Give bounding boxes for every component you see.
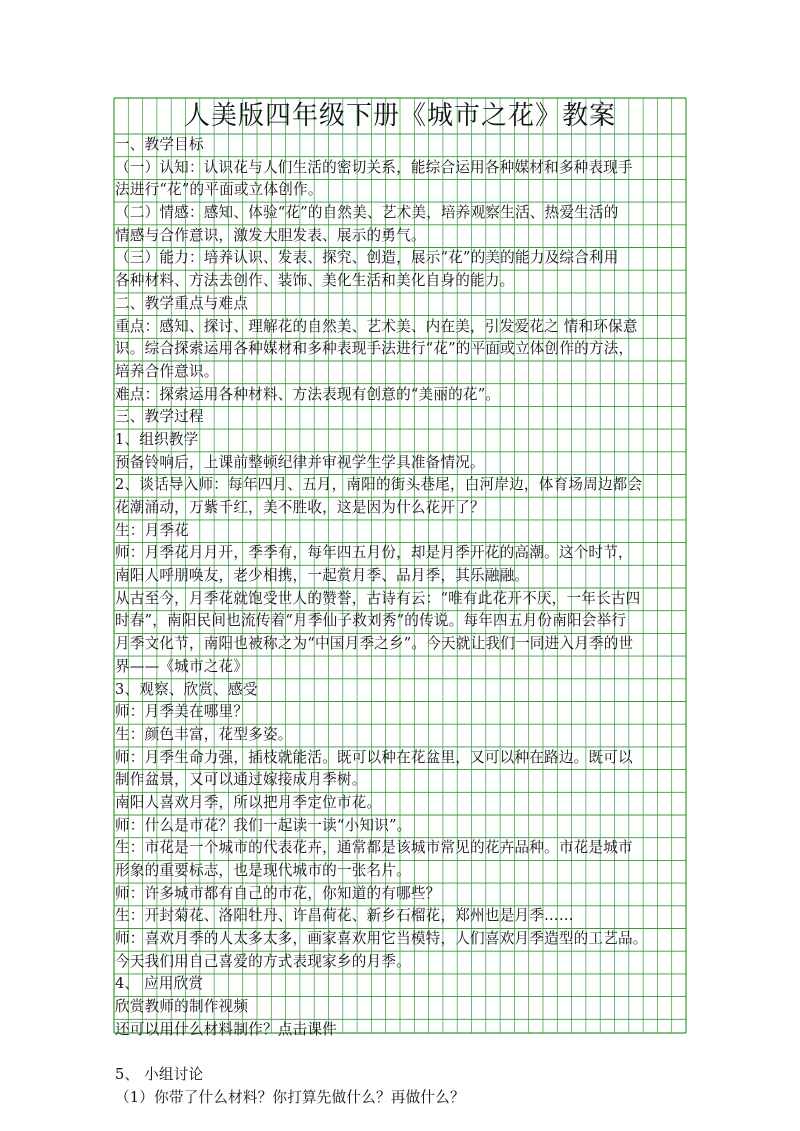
text-line: 制作盆景，又可以通过嫁接成月季树。 [115,771,367,789]
text-line: 时春”，南阳民间也流传着“月季仙子救刘秀”的传说。每年四五月份南阳会举行 [115,612,627,630]
text-line: 师：什么是市花？我们一起读一读“小知识”。 [115,816,412,834]
text-line: 一、教学目标 [115,136,204,153]
text-line: 生：颜色丰富，花型多姿。 [115,725,293,743]
text-line: 预备铃响后，上课前整顿纪律并审视学生学具准备情况。 [115,453,485,471]
text-line: 界——《城市之花》 [115,657,249,675]
text-line: （二）情感：感知、体验“花”的自然美、艺术美，培养观察生活、热爱生活的 [115,204,619,222]
text-line: 师：月季花月月开，季季有，每年四五月份，却是月季开花的高潮。这个时节， [115,544,633,562]
text-line: 月季文化节，南阳也被称之为“中国月季之乡”。今天就让我们一同进入月季的世 [115,635,634,653]
text-line: 师：许多城市都有自己的市花，你知道的有哪些？ [115,884,441,902]
text-line: 三、教学过程 [115,408,204,426]
text-line: 还可以用什么材料制作？点击课件 [115,1020,337,1038]
text-line: 生：开封菊花、洛阳牡丹、许昌荷花、新乡石榴花，郑州也是月季…… [115,907,574,925]
text-line: 培养合作意识。 [115,362,219,380]
page-title: 人美版四年级下册《城市之花》教案 [183,101,616,131]
text-line: 欣赏教师的制作视频 [115,998,249,1016]
text-line: 法进行“花”的平面或立体创作。 [115,181,323,199]
text-line: 花潮涌动，万紫千红，美不胜收，这是因为什么花开了？ [115,499,485,516]
text-line: 师：月季生命力强，插枝就能活。既可以种在花盆里，又可以种在路边。既可以 [115,748,633,766]
text-line: （三）能力：培养认识、发表、探究、创造，展示“花”的美的能力及综合利用 [115,249,619,267]
text-line: 南阳人喜欢月季，所以把月季定位市花。 [115,793,382,811]
text-line: 难点：探索运用各种材料、方法表现有创意的“美丽的花”。 [115,385,501,403]
text-line: 3、观察、欣赏、感受 [115,680,258,698]
text-line: 南阳人呼朋唤友，老少相携，一起赏月季、品月季，其乐融融。 [115,567,530,585]
text-line: 4、 应用欣赏 [115,975,204,993]
text-line: 1、组织教学 [115,430,199,448]
text-line: 重点：感知、探讨、理解花的自然美、艺术美、内在美，引发爱花之 情和环保意 [115,317,638,335]
document-body [115,134,686,1110]
text-line [115,1042,686,1065]
text-line: 生：月季花 [115,521,189,539]
text-line: 今天我们用自己喜爱的方式表现家乡的月季。 [115,952,411,970]
text-line: 2、谈话导入师：每年四月、五月，南阳的街头巷尾，白河岸边，体育场周边都会 [115,476,643,494]
text-line: 识。综合探索运用各种媒材和多种表现手法进行“花”的平面或立体创作的方法， [115,340,634,358]
text-line: 情感与合作意识，激发大胆发表、展示的勇气。 [115,226,426,244]
text-line: 师：月季美在哪里？ [115,703,249,721]
text-line: 5、 小组讨论 [115,1066,204,1084]
text-line: 生：市花是一个城市的代表花卉，通常都是该城市常见的花卉品种。市花是城市 [115,839,633,857]
text-line: 二、教学重点与难点 [115,294,249,312]
text-line: 师：喜欢月季的人太多太多，画家喜欢用它当模特，人们喜欢月季造型的工艺品。 [115,930,648,948]
text-line: （1）你带了什么材料？你打算先做什么？再做什么？ [115,1088,465,1106]
text-line: （一）认知：认识花与人们生活的密切关系，能综合运用各种媒材和多种表现手 [115,158,633,176]
text-line: 各种材料、方法去创作、装饰、美化生活和美化自身的能力。 [115,272,515,290]
text-line: 形象的重要标志，也是现代城市的一张名片。 [115,862,411,879]
text-line: 从古至今，月季花就饱受世人的赞誉，古诗有云：“唯有此花开不厌，一年长古四 [115,589,641,607]
